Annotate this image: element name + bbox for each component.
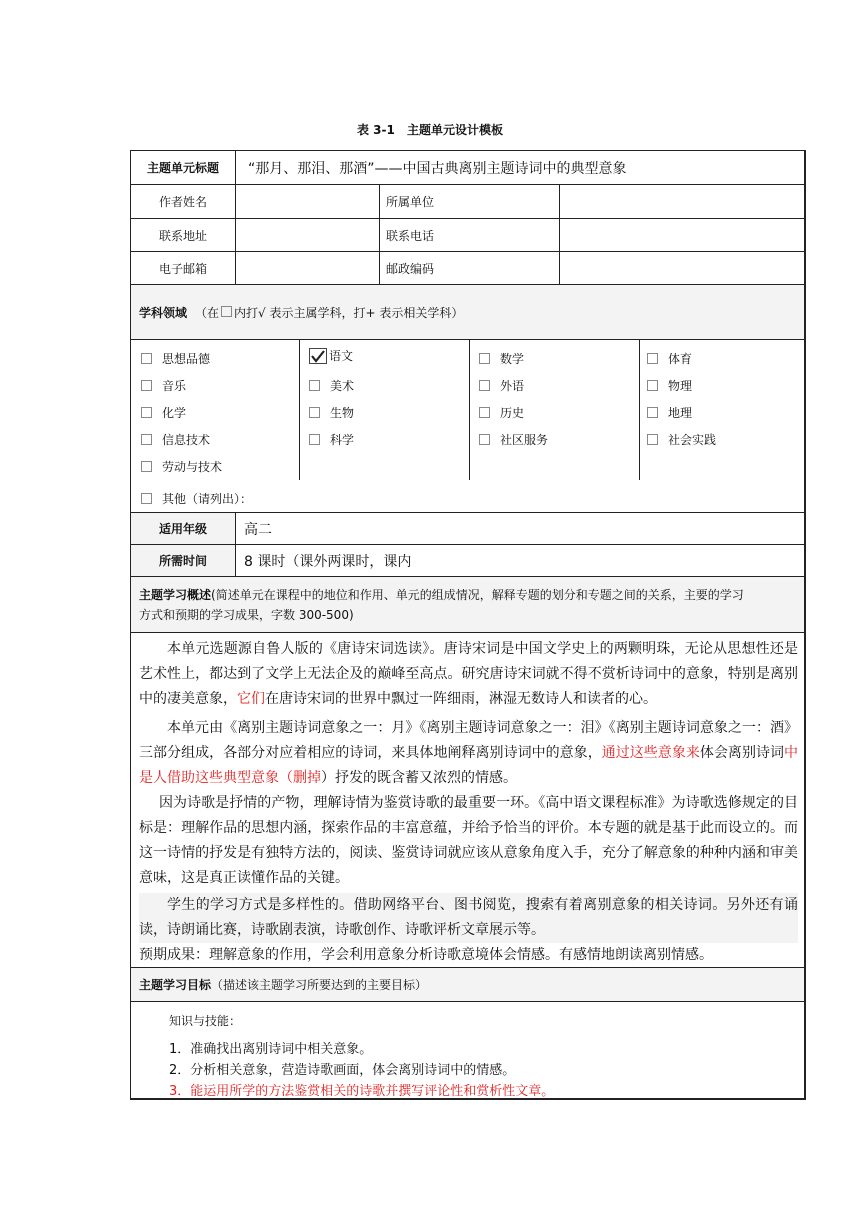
row-address <box>131 218 804 251</box>
row-grade <box>131 512 804 544</box>
postcode-label: 邮政编码 <box>386 261 435 276</box>
subject-item[interactable]: 地理 <box>647 404 692 421</box>
row-subject-label <box>131 284 804 339</box>
subject-item[interactable]: 科学 <box>309 431 354 448</box>
table-caption <box>0 121 860 138</box>
row-overview-label <box>131 576 804 632</box>
goal-item: 1．准确找出离别诗词中相关意象。 <box>169 1042 373 1057</box>
row-author <box>131 184 804 218</box>
subject-item-checked[interactable]: 语文 <box>309 347 353 365</box>
author-label: 作者姓名 <box>158 195 207 209</box>
checkbox-icon <box>221 306 232 317</box>
subject-item[interactable]: 思想品德 <box>141 350 210 367</box>
time-value: 8 课时（课外两课时，课内 <box>244 553 412 570</box>
address-label: 联系地址 <box>158 228 207 243</box>
subject-note-a: （在 <box>195 305 220 320</box>
subject-item[interactable]: 社区服务 <box>479 431 548 448</box>
template-table <box>130 150 806 1100</box>
subject-item[interactable]: 历史 <box>479 404 524 421</box>
caption-title: 主题单元设计模板 <box>407 123 504 137</box>
grade-label: 适用年级 <box>158 522 207 536</box>
subject-item[interactable]: 音乐 <box>141 377 186 394</box>
knowledge-heading: 知识与技能： <box>169 1014 242 1028</box>
caption-number: 表 3-1 <box>356 123 395 137</box>
overview-paragraph-3: 因为诗歌是抒情的产物，理解诗情为鉴赏诗歌的最重要一环。《高中语文课程标准》为诗歌选修规定的目标是：理解作品的思想内涵，探索作品的丰富意蕴，并给予恰当的评价。本专题的就是基于此而设立的。而这一诗情的抒发是有独特方法的，阅读、鉴赏诗词就应该从意象角度入手，充分了解意象的种种内涵和审美意味，这是真正读懂作品的关键。 <box>139 795 798 886</box>
overview-label: 主题学习概述 <box>139 588 212 602</box>
goal-item: 2．分析相关意象，营造诗歌画面，体会离别诗词中的情感。 <box>169 1063 516 1078</box>
goals-hint: （描述该主题学习所要达到的主要目标） <box>211 978 428 992</box>
row-title <box>131 151 804 184</box>
phone-label: 联系电话 <box>386 228 435 243</box>
overview-paragraph-1: 本单元选题源自鲁人版的《唐诗宋词选读》。唐诗宋词是中国文学史上的两颗明珠，无论从思想性还是艺术性上，都达到了文学上无法企及的巅峰至高点。研究唐诗宋词就不得不赏析诗词中的意象，特别是离别中的凄美意象，它们在唐诗宋词的世界中飘过一阵细雨，淋湿无数诗人和读者的心。 <box>139 641 798 707</box>
subject-label: 学科领域 <box>139 305 188 320</box>
overview-hint-1: (简述单元在课程中的地位和作用、单元的组成情况，解释专题的划分和专题之间的关系，主要的学习 <box>211 588 744 602</box>
row-goals-label <box>131 967 804 1001</box>
subject-item[interactable]: 信息技术 <box>141 431 210 448</box>
subject-item[interactable]: 数学 <box>479 350 524 367</box>
title-value: “那月、那泪、那酒”——中国古典离别主题诗词中的典型意象 <box>248 160 627 177</box>
subject-item[interactable]: 化学 <box>141 404 186 421</box>
row-email <box>131 251 804 284</box>
subject-item[interactable]: 美术 <box>309 377 354 394</box>
overview-paragraph-2: 本单元由《离别主题诗词意象之一：月》《离别主题诗词意象之一：泪》《离别主题诗词意象之一：酒》三部分组成，各部分对应着相应的诗词，来具体地阐释离别诗词中的意象，通过这些意象来体会离别诗词中是人借助这些典型意象（删掉）抒发的既含蓄又浓烈的情感。 <box>139 720 799 786</box>
subject-item[interactable]: 物理 <box>647 377 692 394</box>
row-subjects <box>131 339 804 512</box>
time-label: 所需时间 <box>158 554 207 568</box>
subject-item[interactable]: 劳动与技术 <box>141 458 222 475</box>
overview-hint-2: 方式和预期的学习成果，字数 300-500) <box>139 608 354 622</box>
unit-label: 所属单位 <box>386 195 435 209</box>
overview-paragraph-5: 预期成果：理解意象的作用，学会利用意象分析诗歌意境体会情感。有感情地朗读离别情感。 <box>139 947 713 963</box>
row-goals-content <box>131 1001 804 1099</box>
row-overview-content <box>131 632 804 967</box>
subject-item[interactable]: 外语 <box>479 377 524 394</box>
title-label: 主题单元标题 <box>146 161 219 175</box>
subject-item[interactable]: 社会实践 <box>647 431 716 448</box>
email-label: 电子邮箱 <box>158 261 207 276</box>
row-time <box>131 544 804 576</box>
subject-note-b: 内打√ 表示主属学科，打+ 表示相关学科） <box>234 305 464 320</box>
subject-item[interactable]: 生物 <box>309 404 354 421</box>
subject-item[interactable]: 体育 <box>647 350 692 367</box>
overview-paragraph-4: 学生的学习方式是多样性的。借助网络平台、图书阅览，搜索有着离别意象的相关诗词。另外还有诵读，诗朗诵比赛，诗歌剧表演，诗歌创作、诗歌评析文章展示等。 <box>139 893 798 943</box>
subject-other[interactable]: 其他（请列出）： <box>141 490 252 507</box>
goals-label: 主题学习目标 <box>139 978 212 992</box>
check-icon <box>309 348 327 364</box>
goal-item: 3．能运用所学的方法鉴赏相关的诗歌并撰写评论性和赏析性文章。 <box>169 1084 555 1099</box>
grade-value: 高二 <box>244 521 272 538</box>
